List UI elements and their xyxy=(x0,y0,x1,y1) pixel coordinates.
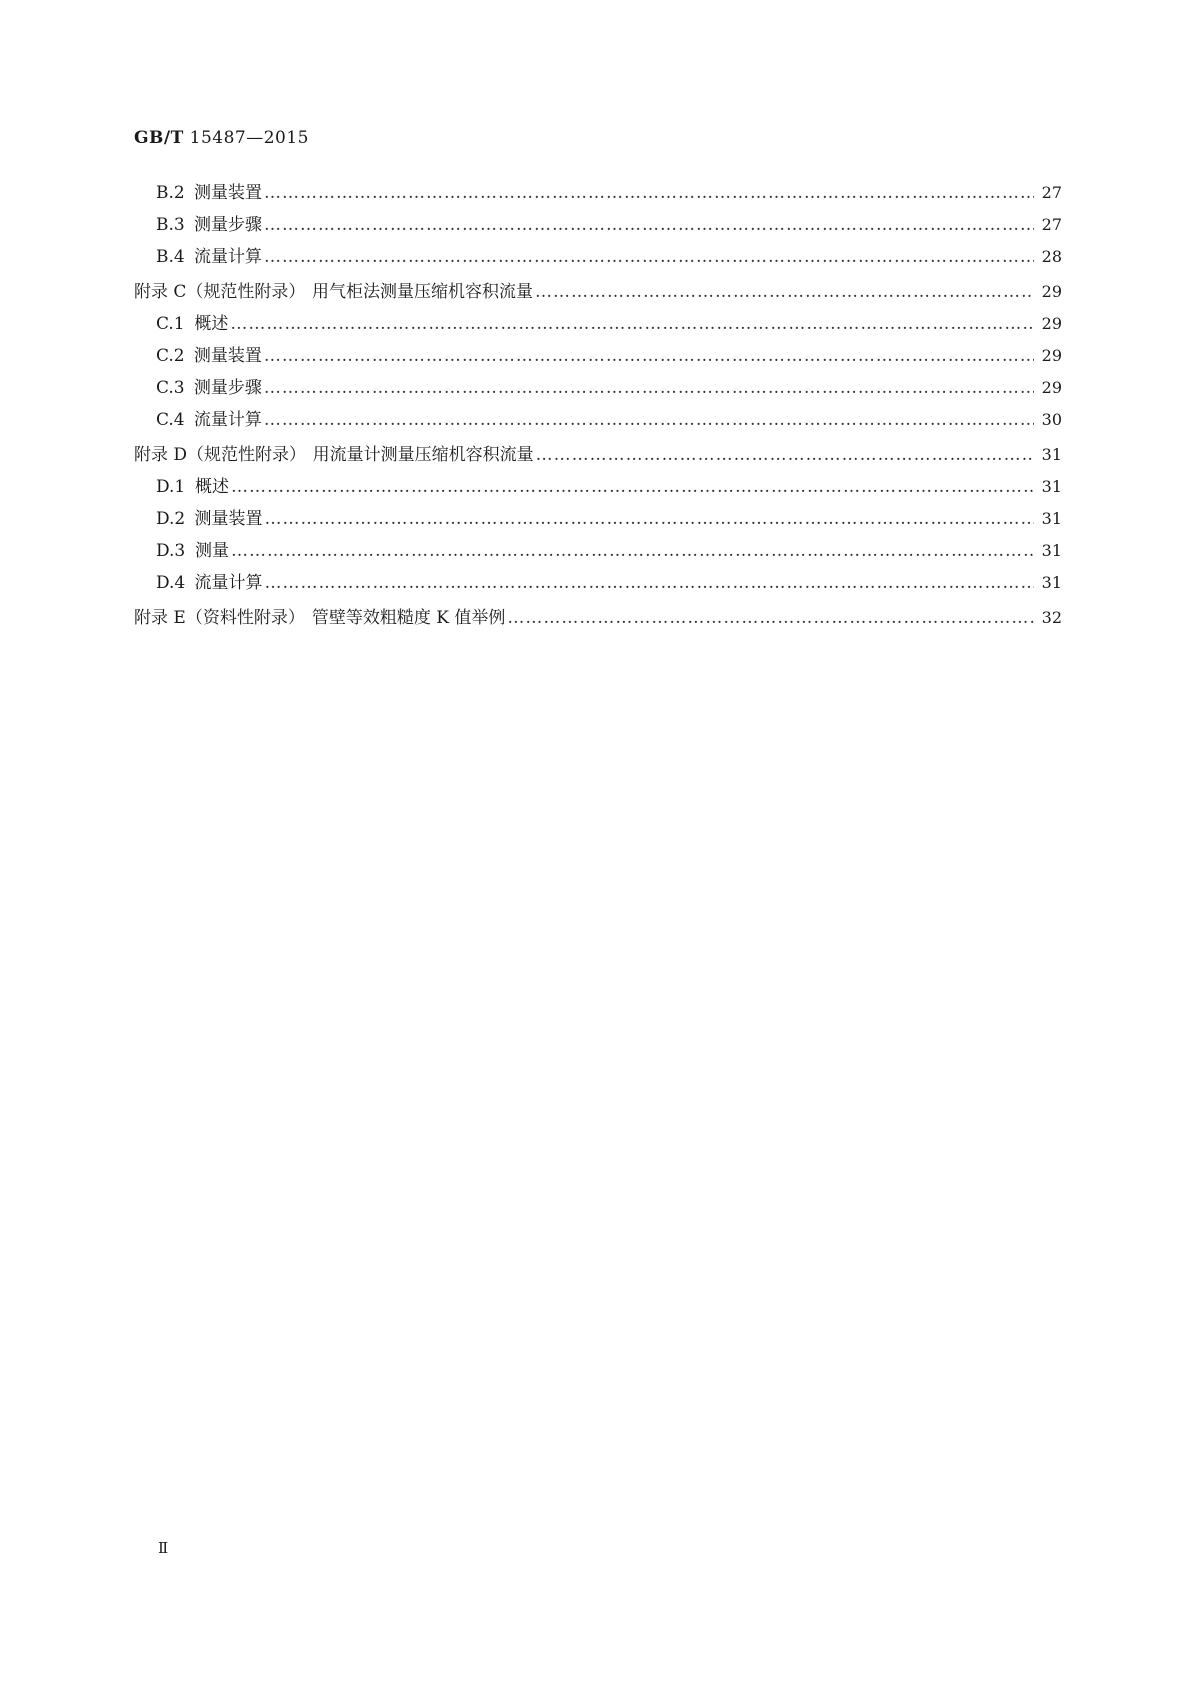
toc-title: 测量 xyxy=(194,541,229,561)
toc-entry-b2[interactable] xyxy=(134,178,1062,210)
toc-title: 测量装置 xyxy=(193,346,262,366)
dot-leader xyxy=(264,410,1034,430)
toc-annex-label: 附录 D（规范性附录） xyxy=(134,445,307,465)
toc-title: 测量装置 xyxy=(194,509,263,529)
toc-title: 管壁等效粗糙度 K 值举例 xyxy=(311,608,506,628)
toc-entry-d3[interactable] xyxy=(134,536,1062,568)
toc-entry-b3[interactable] xyxy=(134,210,1062,242)
toc-number: C.3 xyxy=(156,378,185,398)
toc-entry-annex-d[interactable] xyxy=(134,440,1062,472)
toc-number: C.4 xyxy=(156,410,185,430)
toc-annex-label: 附录 E（资料性附录） xyxy=(134,608,305,628)
toc-page: 30 xyxy=(1041,410,1062,429)
dot-leader xyxy=(265,573,1034,593)
toc-number: B.2 xyxy=(156,183,185,203)
toc-page: 31 xyxy=(1041,573,1062,592)
dot-leader xyxy=(265,509,1034,529)
toc-number: D.1 xyxy=(156,477,186,497)
toc-entry-c2[interactable] xyxy=(134,341,1062,373)
table-of-contents xyxy=(134,178,1062,635)
toc-page: 29 xyxy=(1041,314,1062,333)
toc-page: 29 xyxy=(1041,378,1062,397)
page-folio: Ⅱ xyxy=(158,1539,169,1557)
toc-title: 用气柜法测量压缩机容积流量 xyxy=(312,282,534,302)
toc-entry-annex-e[interactable] xyxy=(134,603,1062,635)
toc-number: C.2 xyxy=(156,346,185,366)
toc-entry-c3[interactable] xyxy=(134,373,1062,405)
toc-page: 31 xyxy=(1041,509,1062,528)
toc-number: C.1 xyxy=(156,314,185,334)
standard-number: 15487—2015 xyxy=(189,128,309,148)
toc-page: 28 xyxy=(1041,247,1062,266)
toc-entry-d4[interactable] xyxy=(134,568,1062,600)
toc-title: 概述 xyxy=(194,477,229,497)
toc-title: 流量计算 xyxy=(194,573,263,593)
dot-leader xyxy=(507,608,1034,628)
toc-title: 流量计算 xyxy=(193,410,262,430)
toc-entry-d1[interactable] xyxy=(134,472,1062,504)
toc-number: D.4 xyxy=(156,573,186,593)
toc-entry-b4[interactable] xyxy=(134,242,1062,274)
toc-number: B.4 xyxy=(156,247,185,267)
toc-number: D.2 xyxy=(156,509,186,529)
dot-leader xyxy=(264,346,1034,366)
dot-leader xyxy=(231,477,1034,497)
toc-title: 概述 xyxy=(194,314,229,334)
dot-leader xyxy=(536,445,1034,465)
toc-page: 31 xyxy=(1041,477,1062,496)
toc-title: 流量计算 xyxy=(194,247,263,267)
dot-leader xyxy=(264,378,1034,398)
toc-entry-c4[interactable] xyxy=(134,405,1062,437)
toc-page: 31 xyxy=(1041,541,1062,560)
toc-page: 27 xyxy=(1041,215,1062,234)
toc-number: B.3 xyxy=(156,215,185,235)
toc-page: 29 xyxy=(1041,346,1062,365)
toc-number: D.3 xyxy=(156,541,186,561)
toc-entry-annex-c[interactable] xyxy=(134,277,1062,309)
dot-leader xyxy=(264,183,1034,203)
toc-title: 用流量计测量压缩机容积流量 xyxy=(312,445,534,465)
document-header xyxy=(134,128,309,148)
toc-page: 31 xyxy=(1041,445,1062,464)
toc-page: 32 xyxy=(1041,608,1062,627)
toc-page: 27 xyxy=(1041,183,1062,202)
toc-page: 29 xyxy=(1041,282,1062,301)
dot-leader xyxy=(535,282,1034,302)
dot-leader xyxy=(231,541,1034,561)
toc-title: 测量装置 xyxy=(194,183,263,203)
dot-leader xyxy=(264,215,1034,235)
dot-leader xyxy=(264,247,1034,267)
standard-code: GB/T xyxy=(134,128,184,148)
toc-annex-label: 附录 C（规范性附录） xyxy=(134,282,306,302)
toc-entry-c1[interactable] xyxy=(134,309,1062,341)
toc-title: 测量步骤 xyxy=(194,215,263,235)
dot-leader xyxy=(230,314,1034,334)
toc-title: 测量步骤 xyxy=(193,378,262,398)
toc-entry-d2[interactable] xyxy=(134,504,1062,536)
